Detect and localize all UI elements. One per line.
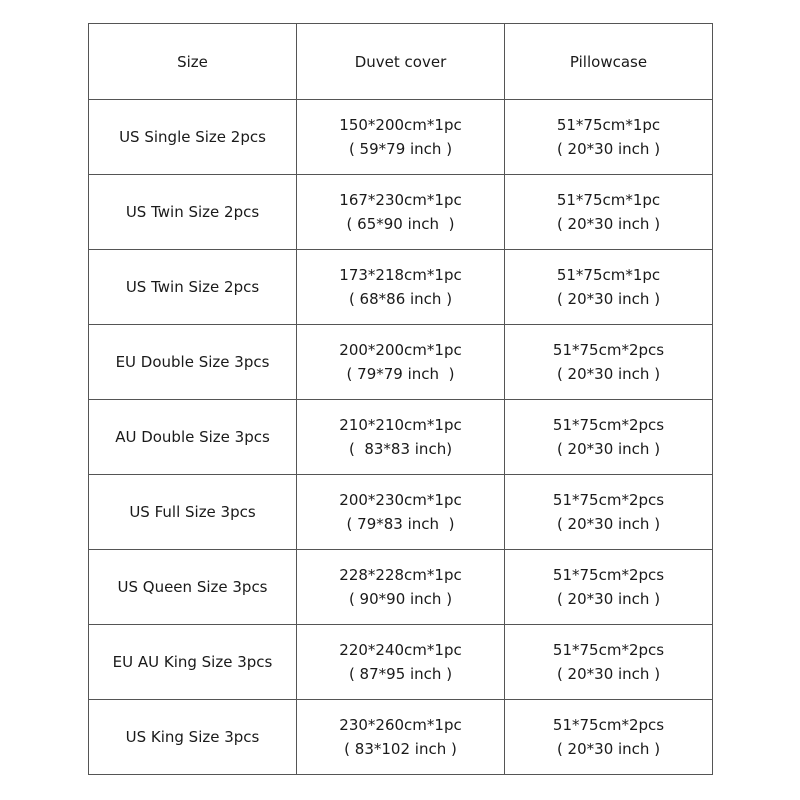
table-row [89,400,713,475]
duvet-cm: 228*228cm*1pc [339,566,462,584]
pillow-inch: ( 20*30 inch ) [556,665,661,683]
duvet-inch: ( 65*90 inch ) [346,215,455,233]
duvet-cell [297,550,505,625]
pillow-cell [505,700,713,775]
duvet-cm: 200*200cm*1pc [339,341,462,359]
duvet-inch: ( 79*79 inch ) [346,365,455,383]
pillow-inch: ( 20*30 inch ) [556,440,661,458]
pillow-cell [505,400,713,475]
pillow-cm: 51*75cm*2pcs [552,341,665,359]
size-cell: AU Double Size 3pcs [89,400,297,475]
pillow-cell [505,175,713,250]
duvet-cell [297,175,505,250]
duvet-cell [297,250,505,325]
duvet-inch: ( 87*95 inch ) [348,665,453,683]
duvet-cm: 167*230cm*1pc [339,191,462,209]
table-row [89,100,713,175]
size-cell: US Single Size 2pcs [89,100,297,175]
pillow-cm: 51*75cm*2pcs [552,416,665,434]
size-cell: US Full Size 3pcs [89,475,297,550]
pillow-inch: ( 20*30 inch ) [556,365,661,383]
header-duvet-cover: Duvet cover [297,24,505,100]
table-row [89,175,713,250]
duvet-inch: ( 83*83 inch) [348,440,453,458]
pillow-inch: ( 20*30 inch ) [556,290,661,308]
pillow-cell [505,250,713,325]
duvet-cell [297,100,505,175]
header-row [89,24,713,100]
duvet-cell [297,700,505,775]
size-chart-table [88,23,713,775]
duvet-inch: ( 83*102 inch ) [344,740,457,758]
table-row [89,625,713,700]
pillow-cm: 51*75cm*2pcs [552,641,665,659]
pillow-cm: 51*75cm*2pcs [552,491,665,509]
table-row [89,475,713,550]
table-row [89,550,713,625]
pillow-cell [505,325,713,400]
duvet-cm: 173*218cm*1pc [339,266,462,284]
duvet-cell [297,325,505,400]
duvet-cm: 200*230cm*1pc [339,491,462,509]
pillow-cell [505,100,713,175]
duvet-cell [297,625,505,700]
pillow-inch: ( 20*30 inch ) [556,140,661,158]
table-row [89,250,713,325]
pillow-cm: 51*75cm*1pc [556,266,661,284]
pillow-cm: 51*75cm*1pc [556,116,661,134]
size-cell: US King Size 3pcs [89,700,297,775]
duvet-cm: 230*260cm*1pc [339,716,462,734]
pillow-cm: 51*75cm*1pc [556,191,661,209]
pillow-cell [505,475,713,550]
table-row [89,325,713,400]
duvet-inch: ( 90*90 inch ) [348,590,453,608]
pillow-cm: 51*75cm*2pcs [552,566,665,584]
pillow-inch: ( 20*30 inch ) [556,740,661,758]
duvet-cm: 220*240cm*1pc [339,641,462,659]
size-cell: US Twin Size 2pcs [89,175,297,250]
table-row [89,700,713,775]
header-size: Size [89,24,297,100]
duvet-cell [297,400,505,475]
duvet-inch: ( 68*86 inch ) [348,290,453,308]
size-cell: US Twin Size 2pcs [89,250,297,325]
header-pillowcase: Pillowcase [505,24,713,100]
size-cell: EU Double Size 3pcs [89,325,297,400]
pillow-inch: ( 20*30 inch ) [556,590,661,608]
duvet-inch: ( 59*79 inch ) [348,140,453,158]
duvet-cm: 150*200cm*1pc [339,116,462,134]
pillow-inch: ( 20*30 inch ) [556,515,661,533]
pillow-cm: 51*75cm*2pcs [552,716,665,734]
duvet-inch: ( 79*83 inch ) [346,515,455,533]
size-cell: EU AU King Size 3pcs [89,625,297,700]
size-cell: US Queen Size 3pcs [89,550,297,625]
pillow-inch: ( 20*30 inch ) [556,215,661,233]
duvet-cell [297,475,505,550]
duvet-cm: 210*210cm*1pc [339,416,462,434]
pillow-cell [505,550,713,625]
pillow-cell [505,625,713,700]
